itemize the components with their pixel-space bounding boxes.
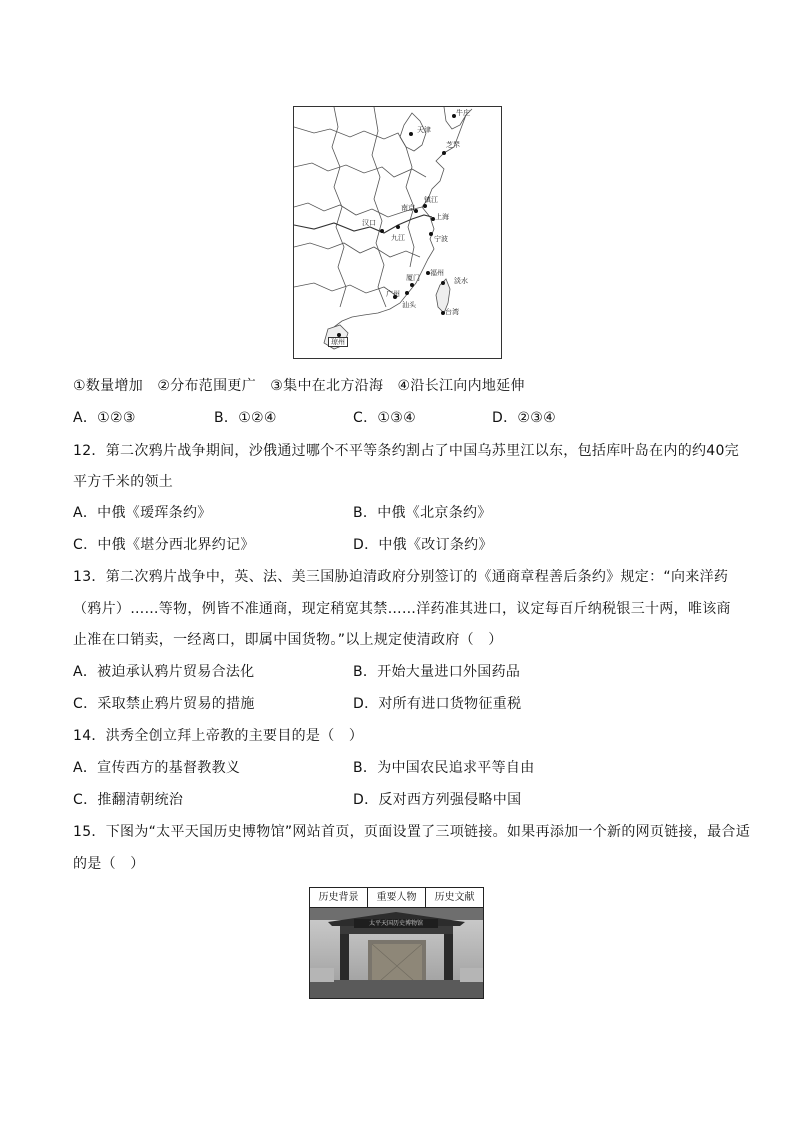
q13-stem-line1: 13．第二次鸦片战争中，英、法、美三国胁迫清政府分别签订的《通商章程善后条约》规定：“向来洋药 — [73, 569, 729, 585]
q11-option-a: A．①②③ — [73, 410, 136, 426]
china-coast-map-graphic — [294, 107, 502, 359]
map-label-shanghai: 上海 — [435, 213, 449, 221]
map-label-nanjing: 南京 — [401, 204, 415, 212]
q13-stem-line3: 止准在口销卖，一经离口，即属中国货物。”以上规定使清政府（ ） — [73, 632, 503, 648]
q11-option-d: D．②③④ — [492, 410, 556, 426]
website-tab-important-figures[interactable]: 重要人物 — [368, 888, 426, 907]
q13-option-a: A．被迫承认鸦片贸易合法化 — [73, 664, 255, 680]
treaty-ports-map — [293, 106, 502, 359]
q12-stem-line2: 平方千米的领土 — [73, 474, 174, 490]
q12-option-a: A．中俄《瑷珲条约》 — [73, 505, 212, 521]
q12-option-b: B．中俄《北京条约》 — [353, 505, 492, 521]
museum-sign-text: 太平天国历史博物馆 — [368, 920, 423, 927]
q13-stem-line2: （鸦片）……等物，例皆不准通商，现定稍宽其禁……洋药准其进口，议定每百斤纳税银三十两，唯该商 — [73, 601, 731, 617]
q11-option-b: B．①②④ — [214, 410, 277, 426]
q13-option-d: D．对所有进口货物征重税 — [353, 696, 522, 712]
map-label-xiamen: 厦门 — [406, 274, 420, 282]
q15-stem-line2: 的是（ ） — [73, 856, 145, 872]
map-label-tianjin: 天津 — [417, 126, 431, 134]
museum-website-figure — [309, 887, 484, 999]
q13-option-c: C．采取禁止鸦片贸易的措施 — [73, 696, 255, 712]
map-label-danshui: 淡水 — [454, 277, 468, 285]
website-nav-bar — [310, 888, 483, 908]
q14-option-d: D．反对西方列强侵略中国 — [353, 792, 522, 808]
q14-option-a: A．宣传西方的基督教教义 — [73, 760, 241, 776]
map-label-taiwan: 台湾 — [445, 308, 459, 316]
map-label-fuzhou: 福州 — [430, 269, 444, 277]
map-label-guangzhou: 广州 — [386, 290, 400, 298]
q11-statements: ①数量增加 ②分布范围更广 ③集中在北方沿海 ④沿长江向内地延伸 — [73, 378, 525, 394]
map-label-jiujiang: 九江 — [391, 234, 405, 242]
map-label-qiongzhou: 琼州 — [328, 337, 348, 347]
q12-option-d: D．中俄《改订条约》 — [353, 537, 493, 553]
website-tab-historical-documents[interactable]: 历史文献 — [434, 892, 475, 903]
q12-stem-line1: 12．第二次鸦片战争期间，沙俄通过哪个不平等条约割占了中国乌苏里江以东，包括库叶岛在内的约40完 — [73, 443, 740, 459]
map-label-ningbo: 宁波 — [434, 235, 448, 243]
q14-stem: 14．洪秀全创立拜上帝教的主要目的是（ ） — [73, 728, 364, 744]
q13-option-b: B．开始大量进口外国药品 — [353, 664, 521, 680]
map-label-shantou: 汕头 — [402, 301, 416, 309]
q15-stem-line1: 15．下图为“太平天国历史博物馆”网站首页，页面设置了三项链接。如果再添加一个新的网页链接，最合适 — [73, 824, 751, 840]
q14-option-c: C．推翻清朝统治 — [73, 792, 184, 808]
map-label-niuzhuang: 牛庄 — [456, 109, 470, 117]
website-tab-history-background[interactable]: 历史背景 — [310, 888, 368, 907]
map-label-hankou: 汉口 — [362, 219, 376, 227]
q12-option-c: C．中俄《堪分西北界约记》 — [73, 537, 255, 553]
map-label-dengzhou: 芝罘 — [446, 141, 460, 149]
map-label-zhenjiang: 镇江 — [424, 196, 438, 204]
q14-option-b: B．为中国农民追求平等自由 — [353, 760, 535, 776]
q11-option-c: C．①③④ — [353, 410, 416, 426]
